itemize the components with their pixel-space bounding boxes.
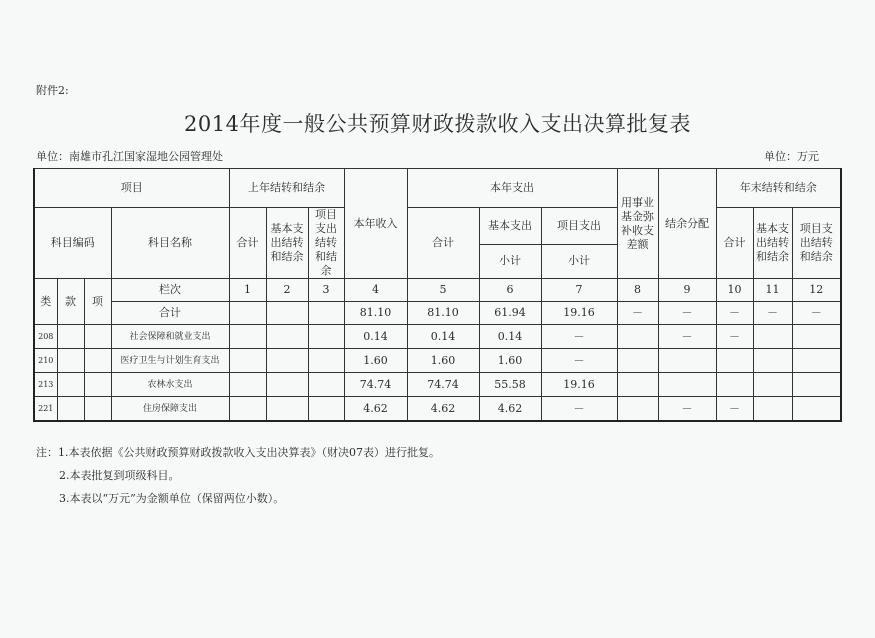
currency-unit: 单位：万元 [764, 150, 819, 163]
column-number: 3 [308, 279, 344, 302]
header-end-total: 合计 [716, 208, 753, 279]
empty-cell [792, 349, 841, 373]
empty-cell [753, 397, 792, 422]
project-expense: － [541, 397, 617, 422]
end-total-value: － [716, 325, 753, 349]
header-end-basic: 基本支出结转和结余 [753, 208, 792, 279]
end-total-value: － [716, 397, 753, 422]
header-fund-comp: 用事业基金弥补收支差额 [617, 169, 658, 279]
sum-cell: － [716, 302, 753, 325]
empty-cell [84, 397, 111, 422]
subject-name: 社会保障和就业支出 [111, 325, 229, 349]
sum-cell [229, 302, 266, 325]
header-kuan: 款 [57, 279, 84, 325]
subject-name: 农林水支出 [111, 373, 229, 397]
sum-row [34, 302, 841, 325]
surplus-alloc-value [658, 373, 716, 397]
empty-cell [753, 373, 792, 397]
project-expense: － [541, 349, 617, 373]
income-value: 0.14 [344, 325, 407, 349]
budget-table [33, 168, 842, 422]
header-project-exp: 项目支出 [541, 208, 617, 245]
header-prev-basic: 基本支出结转和结余 [266, 208, 308, 279]
empty-cell [229, 349, 266, 373]
basic-expense: 0.14 [479, 325, 541, 349]
sum-cell: 81.10 [407, 302, 479, 325]
empty-cell [266, 325, 308, 349]
sum-cell: － [658, 302, 716, 325]
sum-cell: － [792, 302, 841, 325]
expense-total: 74.74 [407, 373, 479, 397]
surplus-alloc-value: － [658, 397, 716, 422]
empty-cell [229, 397, 266, 422]
header-income: 本年收入 [344, 169, 407, 279]
empty-cell [266, 397, 308, 422]
note-2: 2.本表批复到项级科目。 [59, 469, 180, 482]
subject-code: 210 [34, 349, 57, 373]
note-1: 注：1.本表依据《公共财政预算财政拨款收入支出决算表》（财决07表）进行批复。 [36, 446, 440, 459]
subject-code: 213 [34, 373, 57, 397]
header-basic-subtotal: 小计 [479, 244, 541, 278]
surplus-alloc-value [658, 349, 716, 373]
empty-cell [753, 325, 792, 349]
empty-cell [57, 325, 84, 349]
header-project-subtotal: 小计 [541, 244, 617, 278]
basic-expense: 55.58 [479, 373, 541, 397]
column-number: 6 [479, 279, 541, 302]
header-basic-exp: 基本支出 [479, 208, 541, 245]
organization-unit: 单位：南雄市孔江国家湿地公园管理处 [36, 150, 223, 163]
header-surplus-alloc: 结余分配 [658, 169, 716, 279]
empty-cell [308, 397, 344, 422]
header-expense: 本年支出 [407, 169, 617, 208]
sum-cell: 81.10 [344, 302, 407, 325]
column-number: 10 [716, 279, 753, 302]
column-number: 12 [792, 279, 841, 302]
sum-cell [266, 302, 308, 325]
fund-comp-value [617, 373, 658, 397]
column-index-label: 栏次 [111, 279, 229, 302]
empty-cell [84, 349, 111, 373]
table-row [34, 397, 841, 422]
surplus-alloc-value: － [658, 325, 716, 349]
expense-total: 1.60 [407, 349, 479, 373]
notes-section [36, 441, 440, 510]
header-lei: 类 [34, 279, 57, 325]
project-expense: 19.16 [541, 373, 617, 397]
empty-cell [792, 373, 841, 397]
empty-cell [229, 325, 266, 349]
income-value: 1.60 [344, 349, 407, 373]
basic-expense: 4.62 [479, 397, 541, 422]
sum-cell: 19.16 [541, 302, 617, 325]
header-prev-project: 项目支出结转和结余 [308, 208, 344, 279]
header-xiang: 项 [84, 279, 111, 325]
empty-cell [57, 373, 84, 397]
document-title: 2014年度一般公共预算财政拨款收入支出决算批复表 [184, 112, 691, 136]
income-value: 4.62 [344, 397, 407, 422]
table-row [34, 373, 841, 397]
column-index-row [34, 279, 841, 302]
column-number: 7 [541, 279, 617, 302]
expense-total: 4.62 [407, 397, 479, 422]
empty-cell [266, 373, 308, 397]
column-number: 11 [753, 279, 792, 302]
empty-cell [792, 325, 841, 349]
empty-cell [792, 397, 841, 422]
subject-name: 住房保障支出 [111, 397, 229, 422]
income-value: 74.74 [344, 373, 407, 397]
header-row-1 [34, 169, 841, 208]
empty-cell [57, 349, 84, 373]
header-end-project: 项目支出结转和结余 [792, 208, 841, 279]
header-end-carry: 年末结转和结余 [716, 169, 841, 208]
header-row-2 [34, 208, 841, 245]
sum-cell: － [617, 302, 658, 325]
end-total-value [716, 373, 753, 397]
end-total-value [716, 349, 753, 373]
subject-name: 医疗卫生与计划生育支出 [111, 349, 229, 373]
header-exp-total: 合计 [407, 208, 479, 279]
fund-comp-value [617, 349, 658, 373]
table-row [34, 349, 841, 373]
note-3: 3.本表以“万元”为金额单位（保留两位小数）。 [59, 492, 285, 505]
fund-comp-value [617, 325, 658, 349]
sum-cell [308, 302, 344, 325]
header-item: 项目 [34, 169, 229, 208]
column-number: 2 [266, 279, 308, 302]
empty-cell [753, 349, 792, 373]
column-number: 1 [229, 279, 266, 302]
empty-cell [308, 349, 344, 373]
column-number: 4 [344, 279, 407, 302]
project-expense: － [541, 325, 617, 349]
sum-cell: － [753, 302, 792, 325]
attachment-label: 附件2: [36, 84, 69, 97]
header-subject-code: 科目编码 [34, 208, 111, 279]
subject-code: 208 [34, 325, 57, 349]
column-number: 5 [407, 279, 479, 302]
header-subject-name: 科目名称 [111, 208, 229, 279]
empty-cell [84, 325, 111, 349]
column-number: 9 [658, 279, 716, 302]
table-row [34, 325, 841, 349]
empty-cell [308, 325, 344, 349]
empty-cell [308, 373, 344, 397]
empty-cell [266, 349, 308, 373]
empty-cell [57, 397, 84, 422]
subject-code: 221 [34, 397, 57, 422]
column-number: 8 [617, 279, 658, 302]
header-prev-total: 合计 [229, 208, 266, 279]
empty-cell [84, 373, 111, 397]
empty-cell [229, 373, 266, 397]
basic-expense: 1.60 [479, 349, 541, 373]
header-prev-carry: 上年结转和结余 [229, 169, 344, 208]
sum-cell: 61.94 [479, 302, 541, 325]
sum-label: 合计 [111, 302, 229, 325]
fund-comp-value [617, 397, 658, 422]
expense-total: 0.14 [407, 325, 479, 349]
